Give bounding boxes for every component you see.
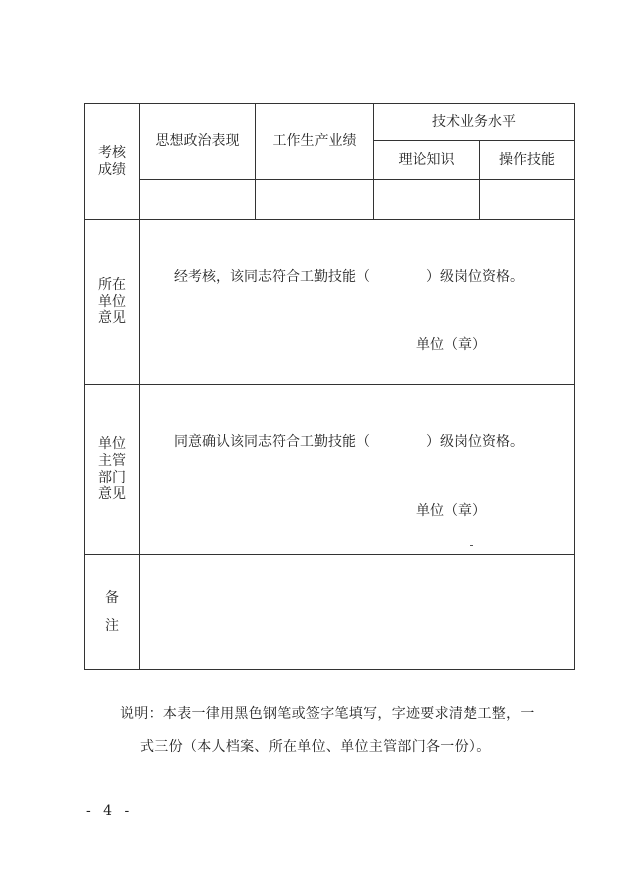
theory-score-field[interactable] — [374, 180, 480, 220]
dept-opinion-label-line-4: 意见 — [98, 486, 126, 503]
score-label-line-2: 成绩 — [98, 161, 126, 178]
dept-opinion-label-line-1: 单位 — [98, 435, 126, 452]
skill-header: 操作技能 — [480, 141, 575, 180]
skill-score-field[interactable] — [480, 180, 575, 220]
score-label-cell — [85, 104, 140, 220]
remarks-field[interactable] — [140, 555, 575, 670]
score-label-line-1: 考核 — [98, 144, 126, 161]
unit-opinion-label-cell — [85, 220, 140, 385]
theory-header: 理论知识 — [374, 141, 480, 180]
remarks-label-cell — [85, 555, 140, 670]
work-header: 工作生产业绩 — [256, 104, 374, 180]
remarks-label-line-2: 注 — [105, 618, 119, 634]
dept-opinion-label-line-3: 部门 — [98, 469, 126, 486]
note-line-1: 说明：本表一律用黑色钢笔或签字笔填写，字迹要求清楚工整，一 — [120, 706, 535, 722]
work-score-field[interactable] — [256, 180, 374, 220]
unit-opinion-label-line-1: 所在 — [98, 276, 126, 293]
unit-stamp: 单位（章） — [416, 337, 486, 353]
appraisal-form-table — [84, 103, 575, 670]
political-header: 思想政治表现 — [140, 104, 256, 180]
unit-opinion-label-line-2: 单位 — [98, 293, 126, 310]
pen-mark — [470, 545, 473, 546]
page-number: - 4 - — [86, 803, 134, 819]
dept-stamp: 单位（章） — [416, 503, 486, 519]
dept-opinion-label-line-2: 主管 — [98, 452, 126, 469]
instructions-note — [120, 698, 550, 764]
unit-opinion-text: 经考核，该同志符合工勤技能（ ）级岗位资格。 — [174, 269, 524, 285]
note-line-2: 式三份（本人档案、所在单位、单位主管部门各一份）。 — [140, 739, 491, 755]
tech-header: 技术业务水平 — [374, 104, 575, 141]
unit-opinion-label-line-3: 意见 — [98, 310, 126, 327]
remarks-label-line-1: 备 — [105, 590, 119, 606]
unit-opinion-content[interactable] — [140, 220, 575, 385]
dept-opinion-label-cell — [85, 385, 140, 555]
dept-opinion-content[interactable] — [140, 385, 575, 555]
dept-opinion-text: 同意确认该同志符合工勤技能（ ）级岗位资格。 — [174, 434, 524, 450]
political-score-field[interactable] — [140, 180, 256, 220]
